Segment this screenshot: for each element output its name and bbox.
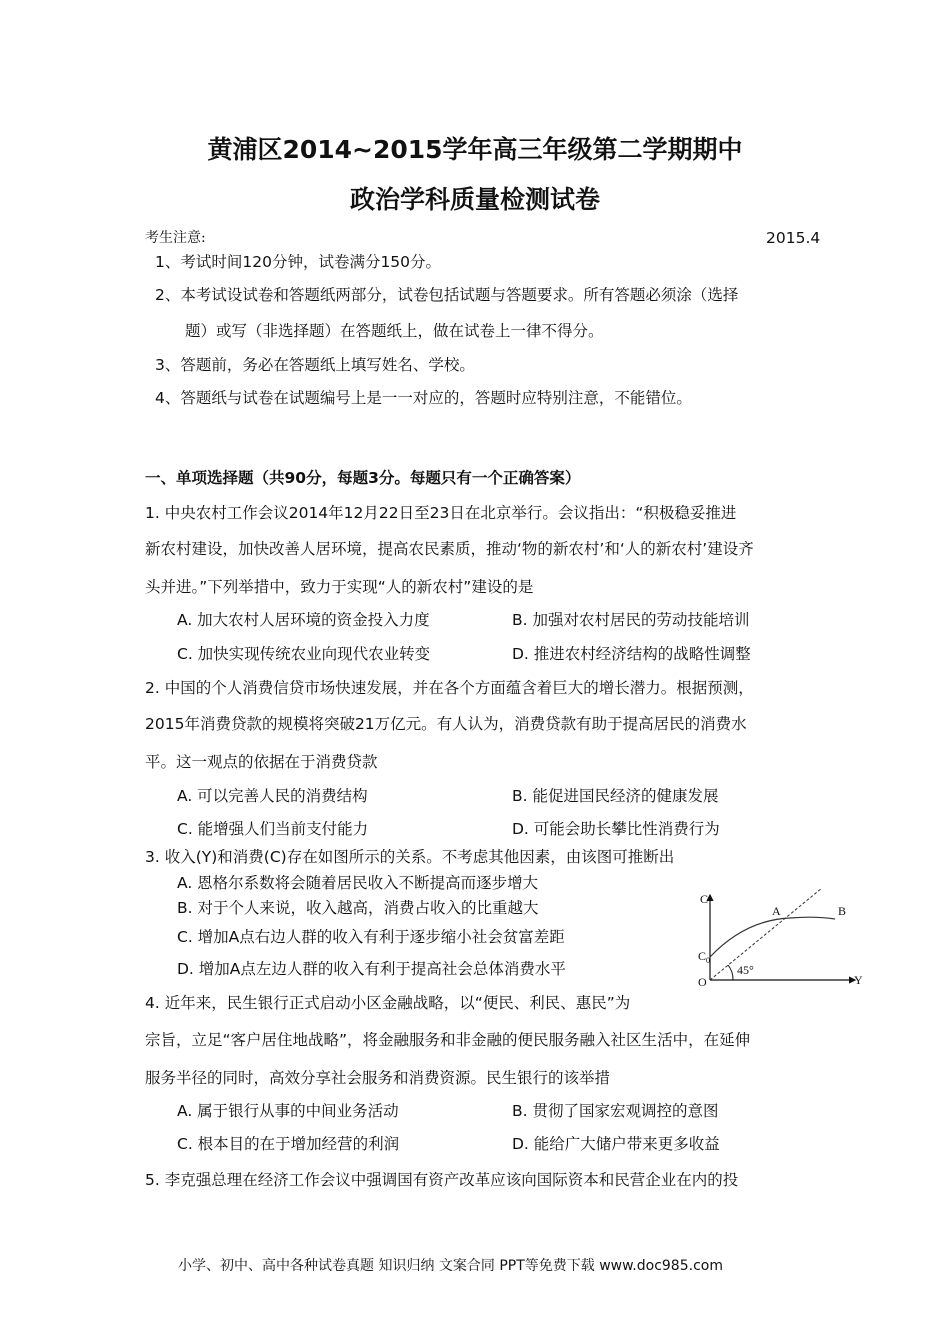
footer-text: 小学、初中、高中各种试卷真题 知识归纳 文案合同 PPT等免费下载 www.doc985.com — [178, 1258, 723, 1274]
question-2-option-d: D. 可能会助长攀比性消费行为 — [512, 820, 720, 838]
question-2-option-c: C. 能增强人们当前支付能力 — [177, 820, 369, 838]
question-2-line: 2. 中国的个人消费信贷市场快速发展，并在各个方面蕴含着巨大的增长潜力。根据预测， — [145, 679, 754, 697]
notice-item: 题）或写（非选择题）在答题纸上，做在试卷上一律不得分。 — [185, 322, 604, 340]
angle-label: 45° — [737, 963, 754, 977]
c-axis-label: C — [700, 892, 709, 906]
question-1-option-d: D. 推进农村经济结构的战略性调整 — [512, 645, 751, 663]
section-heading: 一、单项选择题（共90分，每题3分。每题只有一个正确答案） — [145, 469, 581, 487]
point-b-label: B — [838, 904, 847, 918]
45-degree-line — [710, 888, 822, 980]
question-1-line: 头并进。”下列举措中，致力于实现“人的新农村”建设的是 — [145, 578, 534, 596]
question-1-option-b: B. 加强对农村居民的劳动技能培训 — [512, 611, 750, 629]
question-2-option-b: B. 能促进国民经济的健康发展 — [512, 787, 719, 805]
notice-item: 3、答题前，务必在答题纸上填写姓名、学校。 — [155, 356, 475, 374]
notice-item: 4、答题纸与试卷在试题编号上是一一对应的，答题时应特别注意，不能错位。 — [155, 389, 692, 407]
consumption-curve — [710, 917, 835, 957]
notice-item: 1、考试时间120分钟，试卷满分150分。 — [155, 253, 442, 271]
y-axis-label: Y — [854, 973, 863, 987]
exam-title-line1: 黄浦区2014~2015学年高三年级第二学期期中 — [207, 135, 743, 164]
question-3-option-d: D. 增加A点左边人群的收入有利于提高社会总体消费水平 — [177, 960, 566, 978]
origin-label: O — [698, 975, 707, 989]
question-2-line: 平。这一观点的依据在于消费贷款 — [145, 753, 378, 771]
question-4-option-d: D. 能给广大储户带来更多收益 — [512, 1135, 720, 1153]
notice-heading: 考生注意: — [145, 230, 206, 246]
question-1-option-c: C. 加快实现传统农业向现代农业转变 — [177, 645, 431, 663]
question-1-line: 新农村建设，加快改善人居环境，提高农民素质，推动‘物的新农村’和‘人的新农村’建设齐 — [145, 540, 754, 558]
notice-item: 2、本考试设试卷和答题纸两部分，试卷包括试题与答题要求。所有答题必须涂（选择 — [155, 286, 739, 304]
exam-date: 2015.4 — [766, 229, 821, 247]
exam-title-line2: 政治学科质量检测试卷 — [349, 185, 600, 214]
question-3-option-b: B. 对于个人来说，收入越高，消费占收入的比重越大 — [177, 899, 539, 917]
question-5-line: 5. 李克强总理在经济工作会议中强调国有资产改革应该向国际资本和民营企业在内的投 — [145, 1171, 739, 1189]
question-3-option-a: A. 恩格尔系数将会随着居民收入不断提高而逐步增大 — [177, 874, 539, 892]
question-3-option-c: C. 增加A点右边人群的收入有利于逐步缩小社会贫富差距 — [177, 928, 565, 946]
income-consumption-graph — [690, 885, 870, 995]
question-4-option-a: A. 属于银行从事的中间业务活动 — [177, 1102, 399, 1120]
question-4-option-c: C. 根本目的在于增加经营的利润 — [177, 1135, 400, 1153]
point-a-label: A — [772, 904, 781, 918]
question-4-line: 服务半径的同时，高效分享社会服务和消费资源。民生银行的该举措 — [145, 1069, 611, 1087]
question-2-option-a: A. 可以完善人民的消费结构 — [177, 787, 368, 805]
question-1-line: 1. 中央农村工作会议2014年12月22日至23日在北京举行。会议指出：“积极稳妥推进 — [145, 504, 737, 522]
c0-label: $C_0$ — [698, 949, 711, 965]
question-1-option-a: A. 加大农村人居环境的资金投入力度 — [177, 611, 430, 629]
question-2-line: 2015年消费贷款的规模将突破21万亿元。有人认为，消费贷款有助于提高居民的消费水 — [145, 715, 747, 733]
question-4-line: 宗旨，立足“客户居住地战略”，将金融服务和非金融的便民服务融入社区生活中，在延伸 — [145, 1031, 751, 1049]
question-4-line: 4. 近年来，民生银行正式启动小区金融战略，以“便民、利民、惠民”为 — [145, 994, 631, 1012]
question-4-option-b: B. 贯彻了国家宏观调控的意图 — [512, 1102, 719, 1120]
question-3-line: 3. 收入(Y)和消费(C)存在如图所示的关系。不考虑其他因素，由该图可推断出 — [145, 848, 675, 866]
